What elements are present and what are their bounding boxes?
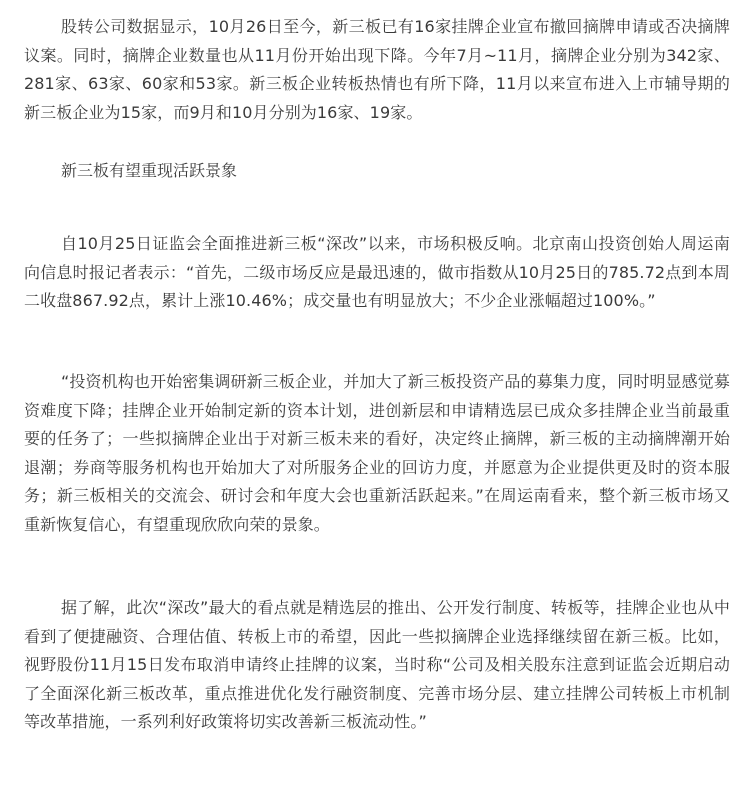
paragraph-delisting-data: 股转公司数据显示，10月26日至今，新三板已有16家挂牌企业宣布撤回摘牌申请或否决摘牌议案。同时，摘牌企业数量也从11月份开始出现下降。今年7月~11月，摘牌企业分别为342家、281家、63家、60家和53家。新三板企业转板热情也有所下降，11月以来宣布进入上市辅导期的新三板企业为15家，而9月和10月分别为16家、19家。 — [24, 17, 730, 122]
paragraph-market-reaction: 自10月25日证监会全面推进新三板“深改”以来，市场积极反响。北京南山投资创始人周运南向信息时报记者表示：“首先，二级市场反应是最迅速的，做市指数从10月25日的785.72点到本周二收盘867.92点，累计上涨10.46%；成交量也有明显放大；不少企业涨幅超过100%。” — [24, 234, 730, 311]
paragraph-reform-highlights: 据了解，此次“深改”最大的看点就是精选层的推出、公开发行制度、转板等，挂牌企业也从中看到了便捷融资、合理估值、转板上市的希望，因此一些拟摘牌企业选择继续留在新三板。比如，视野股份11月15日发布取消申请终止挂牌的议案，当时称“公司及相关股东注意到证监会近期启动了全面深化新三板改革，重点推进优化发行融资制度、完善市场分层、建立挂牌公司转板上市机制等改革措施，一系列利好政策将切实改善新三板流动性。” — [24, 598, 730, 732]
paragraph-investor-quote: “投资机构也开始密集调研新三板企业，并加大了新三板投资产品的募集力度，同时明显感觉募资难度下降；挂牌企业开始制定新的资本计划，进创新层和申请精选层已成众多挂牌企业当前最重要的任务了；一些拟摘牌企业出于对新三板未来的看好，决定终止摘牌，新三板的主动摘牌潮开始退潮；券商等服务机构也开始加大了对所服务企业的回访力度，并愿意为企业提供更及时的资本服务；新三板相关的交流会、研讨会和年度大会也重新活跃起来。”在周运南看来，整个新三板市场又重新恢复信心，有望重现欣欣向荣的景象。 — [24, 372, 730, 534]
section-subheading: 新三板有望重现活跃景象 — [61, 161, 238, 180]
